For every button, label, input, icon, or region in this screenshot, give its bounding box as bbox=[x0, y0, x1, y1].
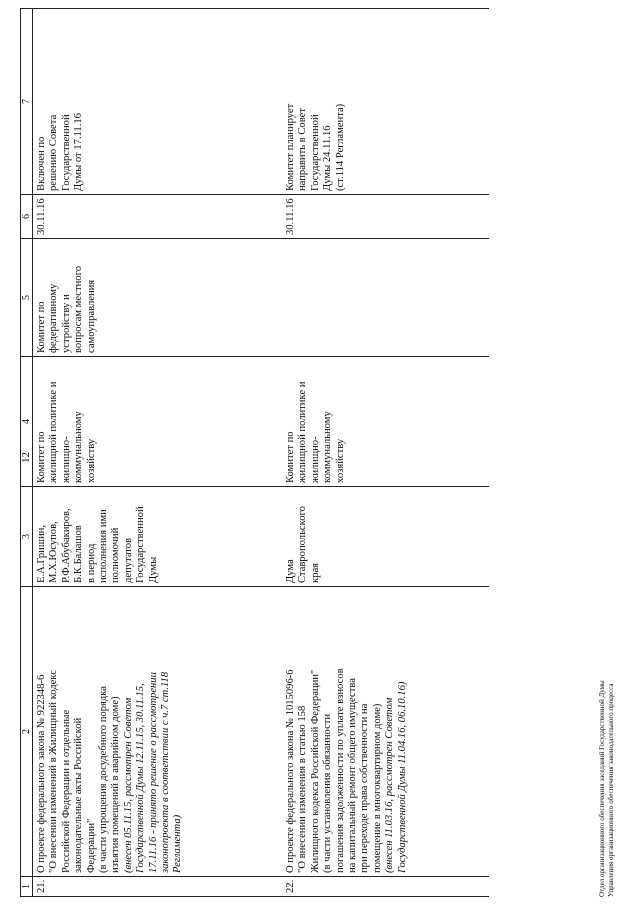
header-row bbox=[21, 9, 33, 897]
review-date: 30.11.16 bbox=[282, 195, 489, 239]
status-line: Думы от 17.11.16 bbox=[73, 113, 85, 191]
project-line: Жилищного кодекса Российской Федерации" bbox=[309, 669, 321, 873]
header-col-3: 3 bbox=[21, 487, 33, 587]
footer-line: Отдел организационного обеспечения заседаний Государственной Думы bbox=[598, 680, 606, 897]
header-col-6: 6 bbox=[21, 195, 33, 239]
status-line: (ст.114 Регламента) bbox=[334, 103, 346, 191]
project-description bbox=[33, 587, 283, 877]
co-committee-line: вопросам местного bbox=[73, 266, 85, 353]
project-line: О проекте федерального закона № 1015096-6 bbox=[285, 669, 296, 873]
project-line: помещение в многоквартирном доме) bbox=[371, 703, 383, 873]
author-line: Е.А.Гришин, bbox=[36, 525, 47, 583]
author-line: М.Х.Юсупов, bbox=[48, 521, 60, 583]
status-line: Думы 24.11.16 bbox=[322, 125, 334, 191]
project-note-line: (внесен 05.11.15, рассмотрен Советом bbox=[122, 697, 134, 873]
status-line: направить в Совет bbox=[297, 108, 309, 191]
committee-line: коммунальному bbox=[322, 411, 334, 483]
row-number: 21. bbox=[33, 877, 283, 897]
project-line: при переходе права собственности на bbox=[359, 703, 371, 873]
author-line: исполнения ими bbox=[98, 509, 110, 583]
project-line: "О внесении изменения в статью 158 bbox=[297, 705, 309, 873]
project-note-line: Государственной Думы 11.04.16, 06.10.16) bbox=[396, 681, 408, 873]
status-line: Комитет планирует bbox=[285, 103, 296, 191]
status-line: решению Совета bbox=[48, 114, 60, 191]
committee-line: Комитет по bbox=[285, 431, 296, 483]
project-note-line: Регламента) bbox=[172, 814, 184, 873]
table-row bbox=[33, 9, 283, 897]
committee-line: коммунальному bbox=[73, 411, 85, 483]
co-executor-committee bbox=[282, 239, 489, 357]
author-line: полномочий bbox=[110, 527, 122, 583]
committee-line: хозяйству bbox=[334, 438, 346, 483]
co-committee-line: самоуправления bbox=[85, 279, 97, 353]
project-line: (в части установления обязанности bbox=[322, 713, 334, 873]
project-note-line: законопроекта в соответствии с ч.7 ст.118 bbox=[160, 671, 172, 873]
project-line: (в части упрощения досудебного порядка bbox=[98, 686, 110, 873]
project-description bbox=[282, 587, 489, 877]
project-line: Российской Федерации и отдельные bbox=[60, 709, 72, 873]
project-line: на капитальный ремонт общего имущества bbox=[347, 678, 359, 873]
project-line: законодательные акты Российской bbox=[73, 717, 85, 873]
header-col-1: 1 bbox=[21, 877, 33, 897]
page-number: 12 bbox=[20, 452, 32, 463]
committee-line: жилищно- bbox=[309, 436, 321, 483]
table-row bbox=[282, 9, 489, 897]
review-date: 30.11.16 bbox=[33, 195, 283, 239]
status-line: Государственной bbox=[309, 114, 321, 191]
committee-line: хозяйству bbox=[85, 438, 97, 483]
header-col-7: 7 bbox=[21, 9, 33, 195]
committee-line: Комитет по bbox=[36, 431, 47, 483]
author-line: Ставропольского bbox=[297, 506, 309, 583]
responsible-committee bbox=[33, 357, 283, 487]
authors bbox=[33, 487, 283, 587]
footer-line: Управления организационного обеспечения законодательного процесса bbox=[607, 683, 615, 897]
project-line: Федерации" bbox=[85, 818, 97, 873]
header-col-4: 4 bbox=[21, 357, 33, 487]
co-committee-line: федеративному bbox=[48, 283, 60, 353]
status-line: Государственной bbox=[60, 114, 72, 191]
header-col-2: 2 bbox=[21, 587, 33, 877]
committee-line: жилищно- bbox=[60, 436, 72, 483]
status bbox=[33, 9, 283, 195]
author-line: в период bbox=[85, 543, 97, 583]
project-note-line: (внесен 11.03.16, рассмотрен Советом bbox=[384, 697, 396, 873]
footer bbox=[598, 680, 616, 897]
author-line: Дума bbox=[285, 559, 296, 583]
author-line: Р.Ф.Абубакиров, bbox=[60, 508, 72, 583]
project-line: О проекте федерального закона № 922348-6 bbox=[36, 674, 47, 873]
author-line: Б.К.Балашов bbox=[73, 525, 85, 583]
agenda-table bbox=[20, 8, 489, 897]
committee-line: жилищной политике и bbox=[48, 381, 60, 483]
co-committee-line: устройству и bbox=[60, 294, 72, 353]
author-line: Думы bbox=[147, 556, 159, 583]
authors bbox=[282, 487, 489, 587]
responsible-committee bbox=[282, 357, 489, 487]
project-line: погашения задолженности по уплате взносов bbox=[334, 668, 346, 873]
project-note-line: Государственной Думы 12.11.15, 30.11.15, bbox=[135, 683, 147, 873]
project-line: "О внесении изменений в Жилищный кодекс bbox=[48, 670, 60, 873]
author-line: депутатов bbox=[122, 537, 134, 583]
author-line: Государственной bbox=[135, 506, 147, 583]
header-col-5: 5 bbox=[21, 239, 33, 357]
co-committee-line: Комитет по bbox=[36, 301, 47, 353]
status-line: Включен по bbox=[36, 136, 47, 191]
row-number: 22. bbox=[282, 877, 489, 897]
committee-line: жилищной политике и bbox=[297, 381, 309, 483]
status bbox=[282, 9, 489, 195]
co-executor-committee bbox=[33, 239, 283, 357]
author-line: края bbox=[309, 562, 321, 583]
project-note-line: 17.11.16 - принято решение о рассмотрении bbox=[147, 672, 159, 873]
project-line: изъятия помещений в аварийном доме) bbox=[110, 696, 122, 873]
